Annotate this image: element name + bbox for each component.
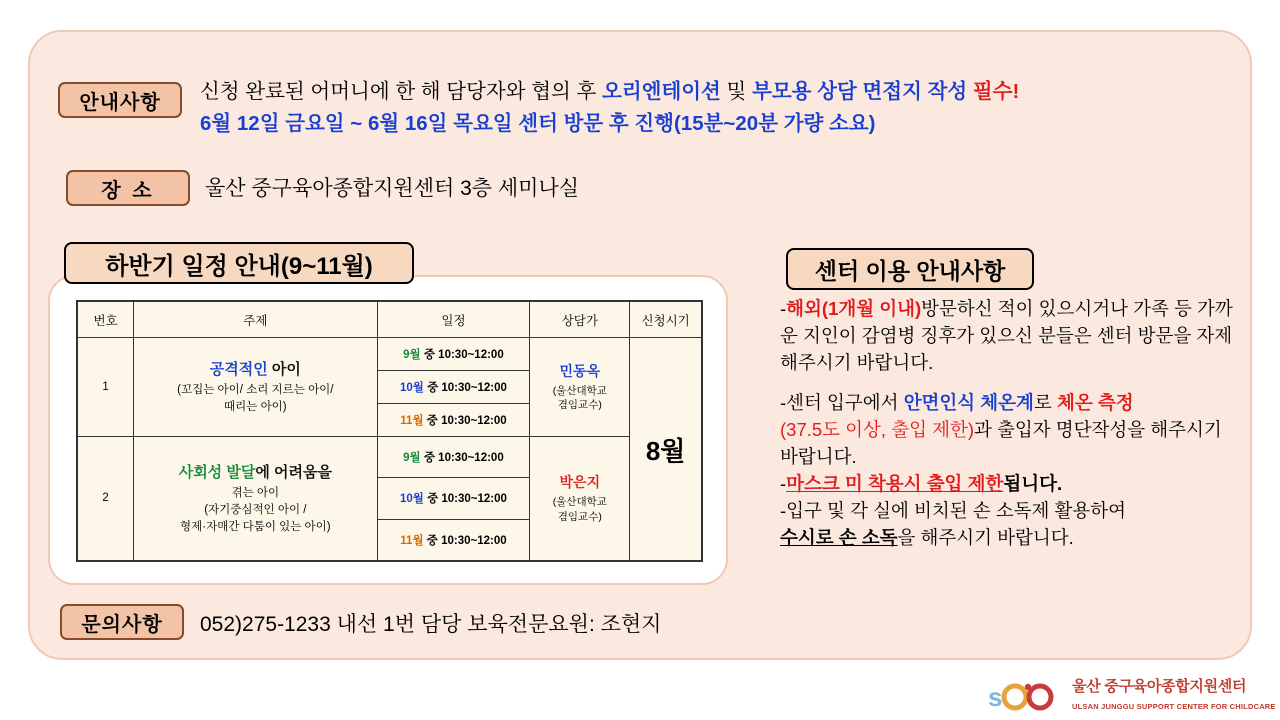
inquiry-chip bbox=[60, 604, 184, 640]
bullet-dash-1: - bbox=[780, 298, 787, 319]
center-info-item2-limit: (37.5도 이상, 출입 제한) bbox=[780, 419, 974, 441]
th-counselor: 상담가 bbox=[530, 302, 630, 338]
notice-line1-required: 필수! bbox=[972, 80, 1020, 103]
place-chip-label: 장 소 bbox=[101, 179, 155, 202]
center-info-item2-measure: 체온 측정 bbox=[1056, 392, 1134, 414]
footer-text bbox=[1072, 678, 1276, 715]
notice-line1-highlight-2: 부모용 상담 면접지 작성 bbox=[752, 80, 973, 103]
schedule-table-wrapper bbox=[76, 300, 703, 562]
cell-counselor: 박은지 (울산대학교 겸임교수) bbox=[530, 436, 630, 560]
center-info-item3-text: 됩니다. bbox=[1003, 472, 1063, 494]
schedule-section-title-label: 하반기 일정 안내(9~11월) bbox=[105, 252, 373, 280]
center-info-item2-post: 과 출입자 명단작성을 해주시기 바랍니다. bbox=[780, 419, 1222, 468]
table-row bbox=[78, 338, 702, 371]
spacer-1 bbox=[780, 376, 1235, 390]
inquiry-value: 052)275-1233 내선 1번 담당 보육전문요원: 조현지 bbox=[200, 613, 662, 636]
cell-date: 10월 중 10:30~12:00 bbox=[377, 370, 530, 403]
notice-text-block bbox=[200, 76, 1230, 140]
bullet-dash-2: - bbox=[780, 392, 787, 414]
cell-apply-month: 8월 bbox=[630, 338, 702, 561]
table-row bbox=[78, 436, 702, 477]
center-info-title bbox=[786, 248, 1034, 290]
cell-date: 9월 중 10:30~12:00 bbox=[377, 436, 530, 477]
footer-logo-block bbox=[988, 678, 1276, 715]
footer-subtitle: ULSAN JUNGGU SUPPORT CENTER FOR CHILDCARE bbox=[1072, 702, 1276, 712]
sco-logo-icon bbox=[988, 681, 1062, 711]
center-info-item-1 bbox=[780, 296, 1235, 376]
cell-date: 10월 중 10:30~12:00 bbox=[377, 478, 530, 519]
center-info-item3-highlight: 마스크 미 착용시 출입 제한 bbox=[786, 472, 1004, 494]
center-info-item-2 bbox=[780, 390, 1235, 470]
center-info-item4-pre: 입구 및 각 실에 비치된 손 소독제 활용하여 bbox=[786, 499, 1126, 521]
notice-line1-highlight-1: 오리엔테이션 bbox=[602, 80, 721, 103]
center-info-item2-mid: 로 bbox=[1033, 392, 1057, 414]
center-info-item-4 bbox=[780, 498, 1235, 552]
notice-line1-prefix: 신청 완료된 어머니에 한 해 담당자와 협의 후 bbox=[200, 80, 603, 103]
place-value: 울산 중구육아종합지원센터 3층 세미나실 bbox=[205, 177, 580, 200]
cell-topic: 공격적인 아이 (꼬집는 아이/ 소리 지르는 아이/ 때리는 아이) bbox=[134, 338, 377, 437]
center-info-item1-text: 방문하신 적이 있으시거나 가족 등 가까운 지인이 감염병 징후가 있으신 분들은 센터 방문을 자제해주시기 바랍니다. bbox=[780, 298, 1233, 373]
cell-no: 2 bbox=[78, 436, 134, 560]
schedule-section-title bbox=[64, 242, 414, 284]
bullet-dash-4: - bbox=[780, 499, 787, 521]
center-info-item4-highlight: 수시로 손 소독 bbox=[780, 526, 898, 548]
center-info-item1-highlight: 해외(1개월 이내) bbox=[786, 298, 922, 319]
center-info-item-3 bbox=[780, 471, 1235, 498]
notice-line-2: 6월 12일 금요일 ~ 6월 16일 목요일 센터 방문 후 진행(15분~20분 가량 소요) bbox=[200, 111, 876, 135]
inquiry-chip-label: 문의사항 bbox=[81, 613, 163, 636]
th-topic: 주제 bbox=[134, 302, 377, 338]
footer-title: 울산 중구육아종합지원센터 bbox=[1072, 678, 1247, 695]
place-chip bbox=[66, 170, 190, 206]
th-date: 일정 bbox=[377, 302, 530, 338]
schedule-table bbox=[77, 301, 702, 561]
notice-line1-middle: 및 bbox=[720, 80, 753, 103]
center-info-item2-device: 안면인식 체온계 bbox=[903, 392, 1034, 414]
cell-date: 11월 중 10:30~12:00 bbox=[377, 519, 530, 560]
center-info-item2-pre: 센터 입구에서 bbox=[786, 392, 904, 414]
th-no: 번호 bbox=[78, 302, 134, 338]
cell-date: 9월 중 10:30~12:00 bbox=[377, 338, 530, 371]
svg-text:s: s bbox=[988, 682, 1003, 712]
table-header-row bbox=[78, 302, 702, 338]
center-info-block bbox=[780, 296, 1235, 551]
center-info-item4-post: 을 해주시기 바랍니다. bbox=[897, 526, 1074, 548]
center-info-title-label: 센터 이용 안내사항 bbox=[814, 257, 1006, 284]
cell-topic: 사회성 발달에 어려움을 겪는 아이 (자기중심적인 아이 / 형제·자매간 다툼이 있는 아이) bbox=[134, 436, 377, 560]
notice-chip bbox=[58, 82, 182, 118]
notice-line-1 bbox=[200, 76, 1230, 108]
notice-chip-label: 안내사항 bbox=[79, 91, 161, 114]
cell-no: 1 bbox=[78, 338, 134, 437]
cell-date: 11월 중 10:30~12:00 bbox=[377, 403, 530, 436]
cell-counselor: 민동옥 (울산대학교 겸임교수) bbox=[530, 338, 630, 437]
th-apply: 신청시기 bbox=[630, 302, 702, 338]
bullet-dash-3: - bbox=[780, 472, 787, 494]
